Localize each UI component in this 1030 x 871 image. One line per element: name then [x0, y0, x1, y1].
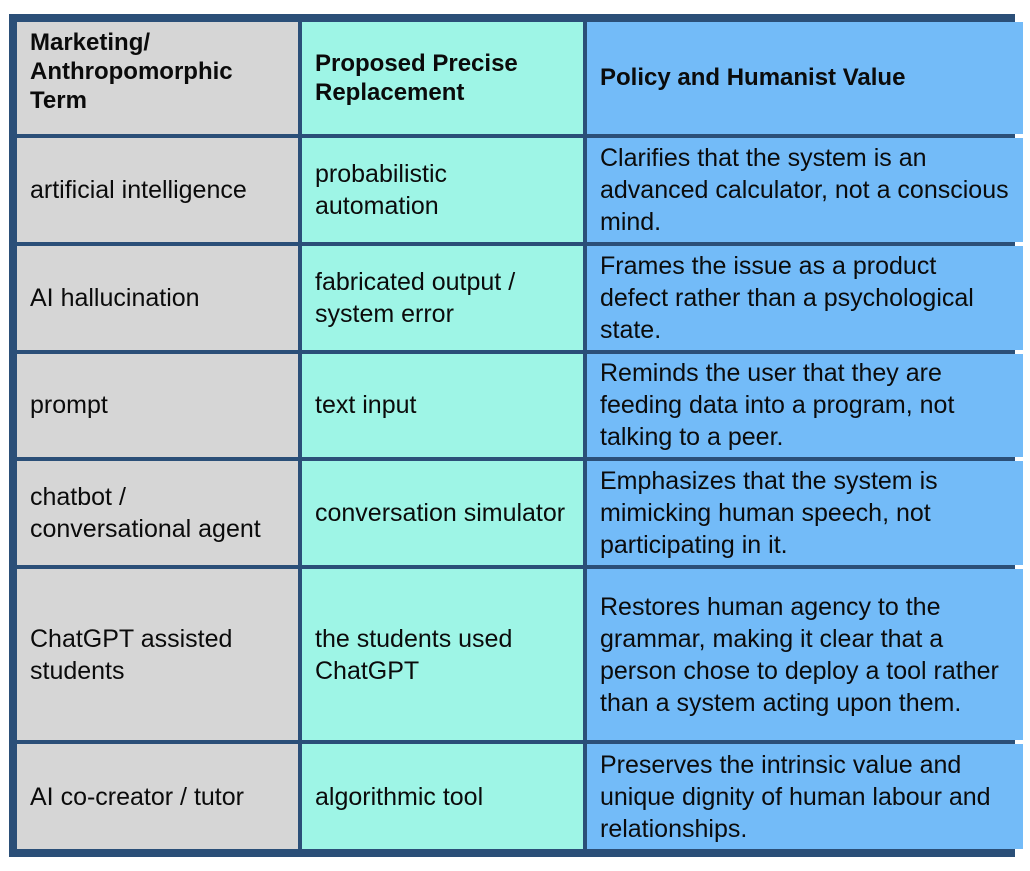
term-cell: ChatGPT assisted students	[17, 569, 298, 740]
value-cell: Emphasizes that the system is mimicking human speech, not participating in it.	[587, 461, 1023, 565]
replacement-cell: algorithmic tool	[302, 744, 583, 849]
terminology-table	[13, 18, 1027, 853]
table-row	[17, 354, 1023, 458]
term-cell: artificial intelligence	[17, 138, 298, 242]
terminology-table-frame	[9, 14, 1015, 857]
header-precise-replacement: Proposed Precise Replacement	[302, 22, 583, 134]
replacement-cell: probabilistic automation	[302, 138, 583, 242]
header-marketing-term: Marketing/ Anthropomorphic Term	[17, 22, 298, 134]
term-cell: chatbot / conversational agent	[17, 461, 298, 565]
table-header-row	[17, 22, 1023, 134]
header-policy-value: Policy and Humanist Value	[587, 22, 1023, 134]
table-row	[17, 569, 1023, 740]
term-cell: AI hallucination	[17, 246, 298, 350]
table-row	[17, 138, 1023, 242]
table-row	[17, 246, 1023, 350]
term-cell: AI co-creator / tutor	[17, 744, 298, 849]
value-cell: Restores human agency to the grammar, making it clear that a person chose to deploy a tool rather than a system acting upon them.	[587, 569, 1023, 740]
value-cell: Frames the issue as a product defect rather than a psychological state.	[587, 246, 1023, 350]
value-cell: Clarifies that the system is an advanced calculator, not a conscious mind.	[587, 138, 1023, 242]
replacement-cell: fabricated output / system error	[302, 246, 583, 350]
replacement-cell: the students used ChatGPT	[302, 569, 583, 740]
value-cell: Preserves the intrinsic value and unique dignity of human labour and relationships.	[587, 744, 1023, 849]
value-cell: Reminds the user that they are feeding data into a program, not talking to a peer.	[587, 354, 1023, 458]
table-row	[17, 744, 1023, 849]
replacement-cell: conversation simulator	[302, 461, 583, 565]
term-cell: prompt	[17, 354, 298, 458]
replacement-cell: text input	[302, 354, 583, 458]
table-row	[17, 461, 1023, 565]
